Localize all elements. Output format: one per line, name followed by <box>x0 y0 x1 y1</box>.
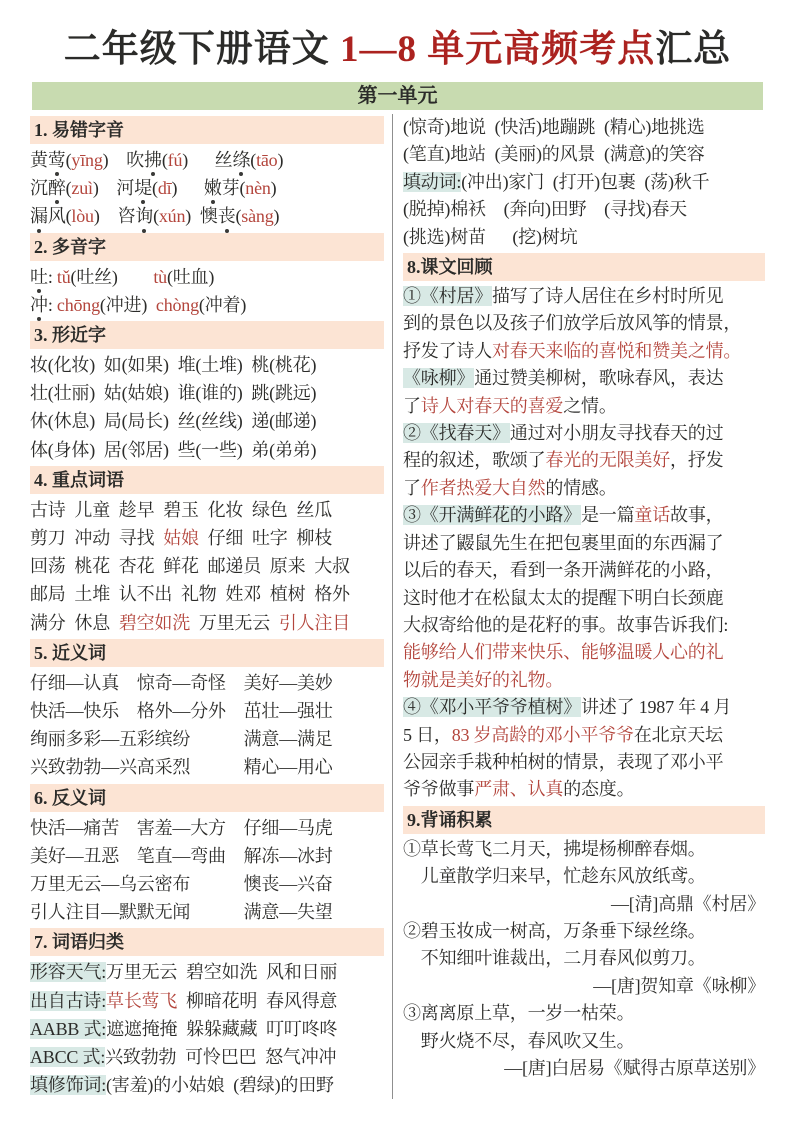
text-segment: fú <box>167 150 183 170</box>
section-header: 5. 近义词 <box>30 639 384 667</box>
section-header: 3. 形近字 <box>30 321 384 349</box>
text-line <box>403 776 765 803</box>
text-segment: 快活—快乐 格外—分外 茁壮—强壮 <box>30 701 333 722</box>
text-segment: 万里无云 碧空如洗 风和日丽 <box>106 962 338 983</box>
text-segment: AABB 式: <box>30 1018 107 1039</box>
text-segment: (笔直)地站 (美丽)的风景 (满意)的笑容 <box>403 144 705 165</box>
title-black-part: 二年级下册语文 <box>63 29 340 70</box>
text-line <box>403 585 765 612</box>
text-line <box>403 836 765 863</box>
text-segment: 83 岁高龄的邓小平爷爷 <box>451 724 634 745</box>
text-segment: ) <box>182 150 215 170</box>
text-line <box>30 725 384 753</box>
text-line <box>30 697 384 725</box>
text-segment: (吐丝) <box>70 266 154 287</box>
text-segment: 描写了诗人居住在乡村时所见 <box>492 286 724 307</box>
text-line <box>403 973 765 1000</box>
text-segment: (挑选)树苗 (挖)树坑 <box>403 226 578 247</box>
section-header: 7. 词语归类 <box>30 928 384 956</box>
text-segment: 绚丽多彩—五彩缤纷 满意—满足 <box>30 729 333 750</box>
text-segment: 沉 <box>30 178 48 199</box>
text-segment: 拂 <box>144 146 162 174</box>
text-segment: 故事， <box>670 505 724 526</box>
text-segment: ) <box>92 178 117 199</box>
text-segment: 野火烧不尽，春风吹又生。 <box>403 1030 635 1051</box>
text-segment: ) <box>93 206 118 227</box>
text-segment: 了 <box>403 477 421 498</box>
text-segment: ④《邓小平爷爷植树》 <box>403 697 581 718</box>
text-segment: 草长莺飞 <box>106 990 178 1011</box>
text-line <box>403 749 765 776</box>
text-line <box>403 612 765 639</box>
text-segment: 了 <box>403 395 421 416</box>
text-segment: 壮(壮丽) 姑(姑娘) 谁(谁的) 跳(跳远) <box>30 383 317 404</box>
text-segment: 作者热爱大自然 <box>420 477 546 498</box>
text-line <box>30 669 384 697</box>
text-line <box>403 1055 765 1082</box>
text-segment: ) <box>277 150 284 170</box>
text-segment: 《咏柳》 <box>403 368 475 389</box>
text-segment: 引人注目—默默无闻 满意—失望 <box>30 902 333 923</box>
text-segment: 遮遮掩掩 躲躲藏藏 叮叮咚咚 <box>106 1018 338 1039</box>
text-segment: (冲着) <box>198 294 247 315</box>
text-segment: 醉 <box>48 174 66 202</box>
text-segment: dī <box>157 178 172 199</box>
text-line <box>30 898 384 926</box>
section-header: 9.背诵积累 <box>403 806 765 834</box>
text-segment: nèn <box>245 178 271 199</box>
text-segment: 柳暗花明 春风得意 <box>177 990 338 1011</box>
text-segment: : <box>47 266 57 287</box>
text-line <box>30 1071 384 1099</box>
text-segment: 吐 <box>30 263 48 291</box>
text-segment: ①草长莺飞二月天，拂堤杨柳醉春烟。 <box>403 838 706 859</box>
text-segment: 抒发了诗人 <box>403 340 492 361</box>
text-segment: ( <box>152 178 158 199</box>
text-segment: 程的叙述，歌颂了 <box>403 450 546 471</box>
text-line <box>30 496 384 524</box>
text-segment: sàng <box>241 206 274 227</box>
text-segment: 回荡 桃花 杏花 鲜花 邮递员 原来 大叔 <box>30 556 350 577</box>
text-segment: tù <box>153 266 167 287</box>
text-segment: 引人注目 <box>278 612 351 633</box>
column-right <box>392 114 765 1099</box>
text-line <box>403 1028 765 1055</box>
text-segment: ( <box>250 150 257 170</box>
text-line <box>30 987 384 1015</box>
text-segment: 以后的春天，看到一条开满鲜花的小路， <box>403 560 724 581</box>
text-segment: 嫩 <box>204 174 222 202</box>
text-segment: 公园亲手栽种柏树的情景，表现了邓小平 <box>403 751 724 772</box>
text-line <box>403 114 765 141</box>
text-segment: 剪刀 冲动 寻找 <box>30 528 164 549</box>
text-line <box>30 1043 384 1071</box>
text-segment: 之情。 <box>563 395 617 416</box>
text-segment: 的态度。 <box>563 779 635 800</box>
text-line <box>403 891 765 918</box>
text-segment: ，抒发 <box>670 450 724 471</box>
text-segment: 不知细叶谁裁出，二月春风似剪刀。 <box>403 948 706 969</box>
text-segment: ②《找春天》 <box>403 423 510 444</box>
text-line <box>30 174 384 202</box>
text-segment: chōng <box>56 294 100 315</box>
text-segment: ( <box>235 206 242 227</box>
text-segment: 大叔寄给他的是花籽的事。故事告诉我们: <box>403 614 729 635</box>
text-segment: 对春天来临的喜悦和赞美之情。 <box>492 340 742 361</box>
text-segment: tāo <box>256 150 278 170</box>
title-black-suffix: 汇总 <box>655 29 732 70</box>
text-segment: ( <box>239 178 246 199</box>
text-segment: 堤 <box>134 174 152 202</box>
text-segment: 美好—丑恶 笔直—弯曲 解冻—冰封 <box>30 845 333 866</box>
text-line <box>30 524 384 552</box>
text-segment: ) <box>171 178 204 199</box>
text-line <box>30 202 384 230</box>
text-line <box>403 141 765 168</box>
text-line <box>30 580 384 608</box>
text-segment: (害羞)的小姑娘 (碧绿)的田野 <box>106 1075 334 1096</box>
text-segment: xún <box>158 206 186 227</box>
text-segment: 河 <box>116 178 135 199</box>
text-segment: 碧空如洗 <box>118 612 191 633</box>
text-segment: 童话 <box>634 505 671 526</box>
page-title <box>30 24 765 76</box>
text-line <box>403 694 765 721</box>
text-line <box>403 447 765 474</box>
text-segment: ( <box>65 178 72 199</box>
text-line <box>30 1015 384 1043</box>
text-segment: tǔ <box>56 266 71 287</box>
text-segment: 能够给人们带来快乐、能够温暖人心的礼 <box>403 642 724 663</box>
text-segment: 冲 <box>30 291 48 319</box>
text-segment: 懊 <box>199 206 218 227</box>
text-line <box>403 945 765 972</box>
text-line <box>403 475 765 502</box>
text-segment: 到的景色以及孩子们放学后放风筝的情景， <box>403 313 742 334</box>
text-segment: 填修饰词: <box>30 1075 107 1096</box>
text-line <box>403 169 765 196</box>
text-segment: 仔细—认真 惊奇—奇怪 美好—美妙 <box>30 672 333 693</box>
text-segment: 咨 <box>117 206 136 227</box>
text-segment: ( <box>65 150 72 170</box>
text-line <box>30 609 384 637</box>
text-line <box>30 407 384 435</box>
text-segment: 休(休息) 局(局长) 丝(丝线) 递(邮递) <box>30 411 317 432</box>
text-segment: yīng <box>71 150 103 170</box>
text-line <box>403 667 765 694</box>
section-header: 2. 多音字 <box>30 233 384 261</box>
text-segment: (冲出)家门 (打开)包裹 (荡)秋千 <box>461 171 710 192</box>
text-segment: 儿童散学归来早，忙趁东风放纸鸢。 <box>403 866 706 887</box>
text-segment: lòu <box>71 206 94 227</box>
text-segment: 兴致勃勃 可怜巴巴 怒气冲冲 <box>105 1047 337 1068</box>
text-line <box>30 146 384 174</box>
text-segment: ②碧玉妆成一树高，万条垂下绿丝绦。 <box>403 920 706 941</box>
section-header: 4. 重点词语 <box>30 466 384 494</box>
text-segment: 讲述了 1987 年 4 月 <box>581 697 732 718</box>
text-line <box>403 338 765 365</box>
text-line <box>403 393 765 420</box>
text-segment: 万里无云—乌云密布 懊丧—兴奋 <box>30 874 333 895</box>
text-segment: 5 日， <box>403 724 452 745</box>
section-header: 1. 易错字音 <box>30 116 384 144</box>
text-line <box>30 958 384 986</box>
text-line <box>403 557 765 584</box>
text-segment: 严肃、认真 <box>474 779 564 800</box>
text-segment: 绦 <box>232 146 250 174</box>
text-segment: 姑娘 <box>163 528 199 549</box>
text-segment: ABCC 式: <box>30 1047 106 1068</box>
text-line <box>403 918 765 945</box>
text-segment: 妆(化妆) 如(如果) 堆(土堆) 桃(桃花) <box>30 355 317 376</box>
text-segment: ) <box>185 206 200 227</box>
text-segment: ( <box>153 206 159 227</box>
text-segment: 讲述了鼹鼠先生在把包裹里面的东西漏了 <box>403 532 724 553</box>
text-segment: ) <box>102 150 127 170</box>
text-segment: 询 <box>135 202 153 230</box>
text-line <box>30 351 384 379</box>
text-segment: 漏 <box>30 202 48 230</box>
text-segment: 爷爷做事 <box>403 779 475 800</box>
text-line <box>403 283 765 310</box>
text-segment: 莺 <box>48 146 66 174</box>
text-segment: 快活—痛苦 害羞—大方 仔细—马虎 <box>30 817 333 838</box>
section-header: 6. 反义词 <box>30 784 384 812</box>
text-segment: (惊奇)地说 (快活)地蹦跳 (精心)地挑选 <box>403 117 705 137</box>
text-line <box>403 639 765 666</box>
text-segment: (吐血) <box>166 266 215 287</box>
text-line <box>403 224 765 251</box>
text-line <box>30 291 384 319</box>
text-segment: 这时他才在松鼠太太的提醒下明白长颈鹿 <box>403 587 724 608</box>
text-line <box>30 814 384 842</box>
text-line <box>403 420 765 447</box>
section-header: 8.课文回顾 <box>403 253 765 281</box>
text-segment: 满分 休息 <box>30 612 119 633</box>
text-line <box>30 436 384 464</box>
content-columns <box>30 114 765 1099</box>
text-segment: 吹 <box>126 150 145 170</box>
text-segment: 丧 <box>218 202 236 230</box>
text-line <box>30 870 384 898</box>
text-segment: 的情感。 <box>545 477 617 498</box>
text-line <box>403 502 765 529</box>
text-segment: (脱掉)棉袄 (奔向)田野 (寻找)春天 <box>403 199 687 220</box>
text-segment: ③《开满鲜花的小路》 <box>403 505 581 526</box>
text-segment: —[唐]贺知章《咏柳》 <box>593 975 765 996</box>
text-segment: 在北京天坛 <box>633 724 723 745</box>
text-segment: 物就是美好的礼物。 <box>403 669 564 690</box>
text-segment: ) <box>273 206 280 227</box>
column-left <box>30 114 392 1099</box>
text-segment: —[清]高鼎《村居》 <box>611 893 765 914</box>
text-segment: 春光的无限美好 <box>545 450 671 471</box>
text-segment: zuì <box>71 178 93 199</box>
text-segment: 形容天气: <box>30 962 107 983</box>
text-segment: ) <box>270 178 277 199</box>
unit-banner: 第一单元 <box>32 82 763 110</box>
text-line <box>403 1000 765 1027</box>
text-segment: ( <box>161 150 168 170</box>
text-segment: 仔细 吐字 柳枝 <box>198 528 333 549</box>
text-segment: 兴致勃勃—兴高采烈 精心—用心 <box>30 757 333 778</box>
text-line <box>403 863 765 890</box>
text-line <box>403 530 765 557</box>
text-segment: 丝 <box>214 150 233 170</box>
text-segment: 古诗 儿童 趁早 碧玉 化妆 绿色 丝瓜 <box>30 499 332 520</box>
text-segment: 风 <box>47 206 66 227</box>
text-segment: 填动词: <box>403 171 462 192</box>
text-segment: 体(身体) 居(邻居) 些(一些) 弟(弟弟) <box>30 439 317 460</box>
text-line <box>30 379 384 407</box>
text-segment: : <box>47 294 57 315</box>
text-segment: 黄 <box>30 150 48 170</box>
text-line <box>403 365 765 392</box>
text-segment: ③离离原上草，一岁一枯荣。 <box>403 1003 635 1024</box>
text-line <box>403 722 765 749</box>
text-segment: 是一篇 <box>581 505 635 526</box>
text-segment: 出自古诗: <box>30 990 107 1011</box>
title-red-part: 1—8 单元高频考点 <box>340 29 656 70</box>
text-line <box>403 310 765 337</box>
text-segment: 邮局 土堆 认不出 礼物 姓邓 植树 格外 <box>30 584 350 605</box>
text-segment: (冲进) <box>99 294 156 315</box>
text-line <box>30 753 384 781</box>
text-line <box>403 196 765 223</box>
text-segment: 万里无云 <box>190 612 279 633</box>
text-line <box>30 842 384 870</box>
text-segment: 通过赞美柳树，歌咏春风，表达 <box>474 368 724 389</box>
text-segment: ( <box>65 206 72 227</box>
text-segment: 芽 <box>221 178 240 199</box>
text-segment: 通过对小朋友寻找春天的过 <box>509 423 724 444</box>
text-segment: 诗人对春天的喜爱 <box>420 395 564 416</box>
text-line <box>30 263 384 291</box>
text-line <box>30 552 384 580</box>
text-segment: chòng <box>155 294 199 315</box>
text-segment: ①《村居》 <box>403 286 492 307</box>
text-segment: —[唐]白居易《赋得古原草送别》 <box>504 1058 765 1078</box>
